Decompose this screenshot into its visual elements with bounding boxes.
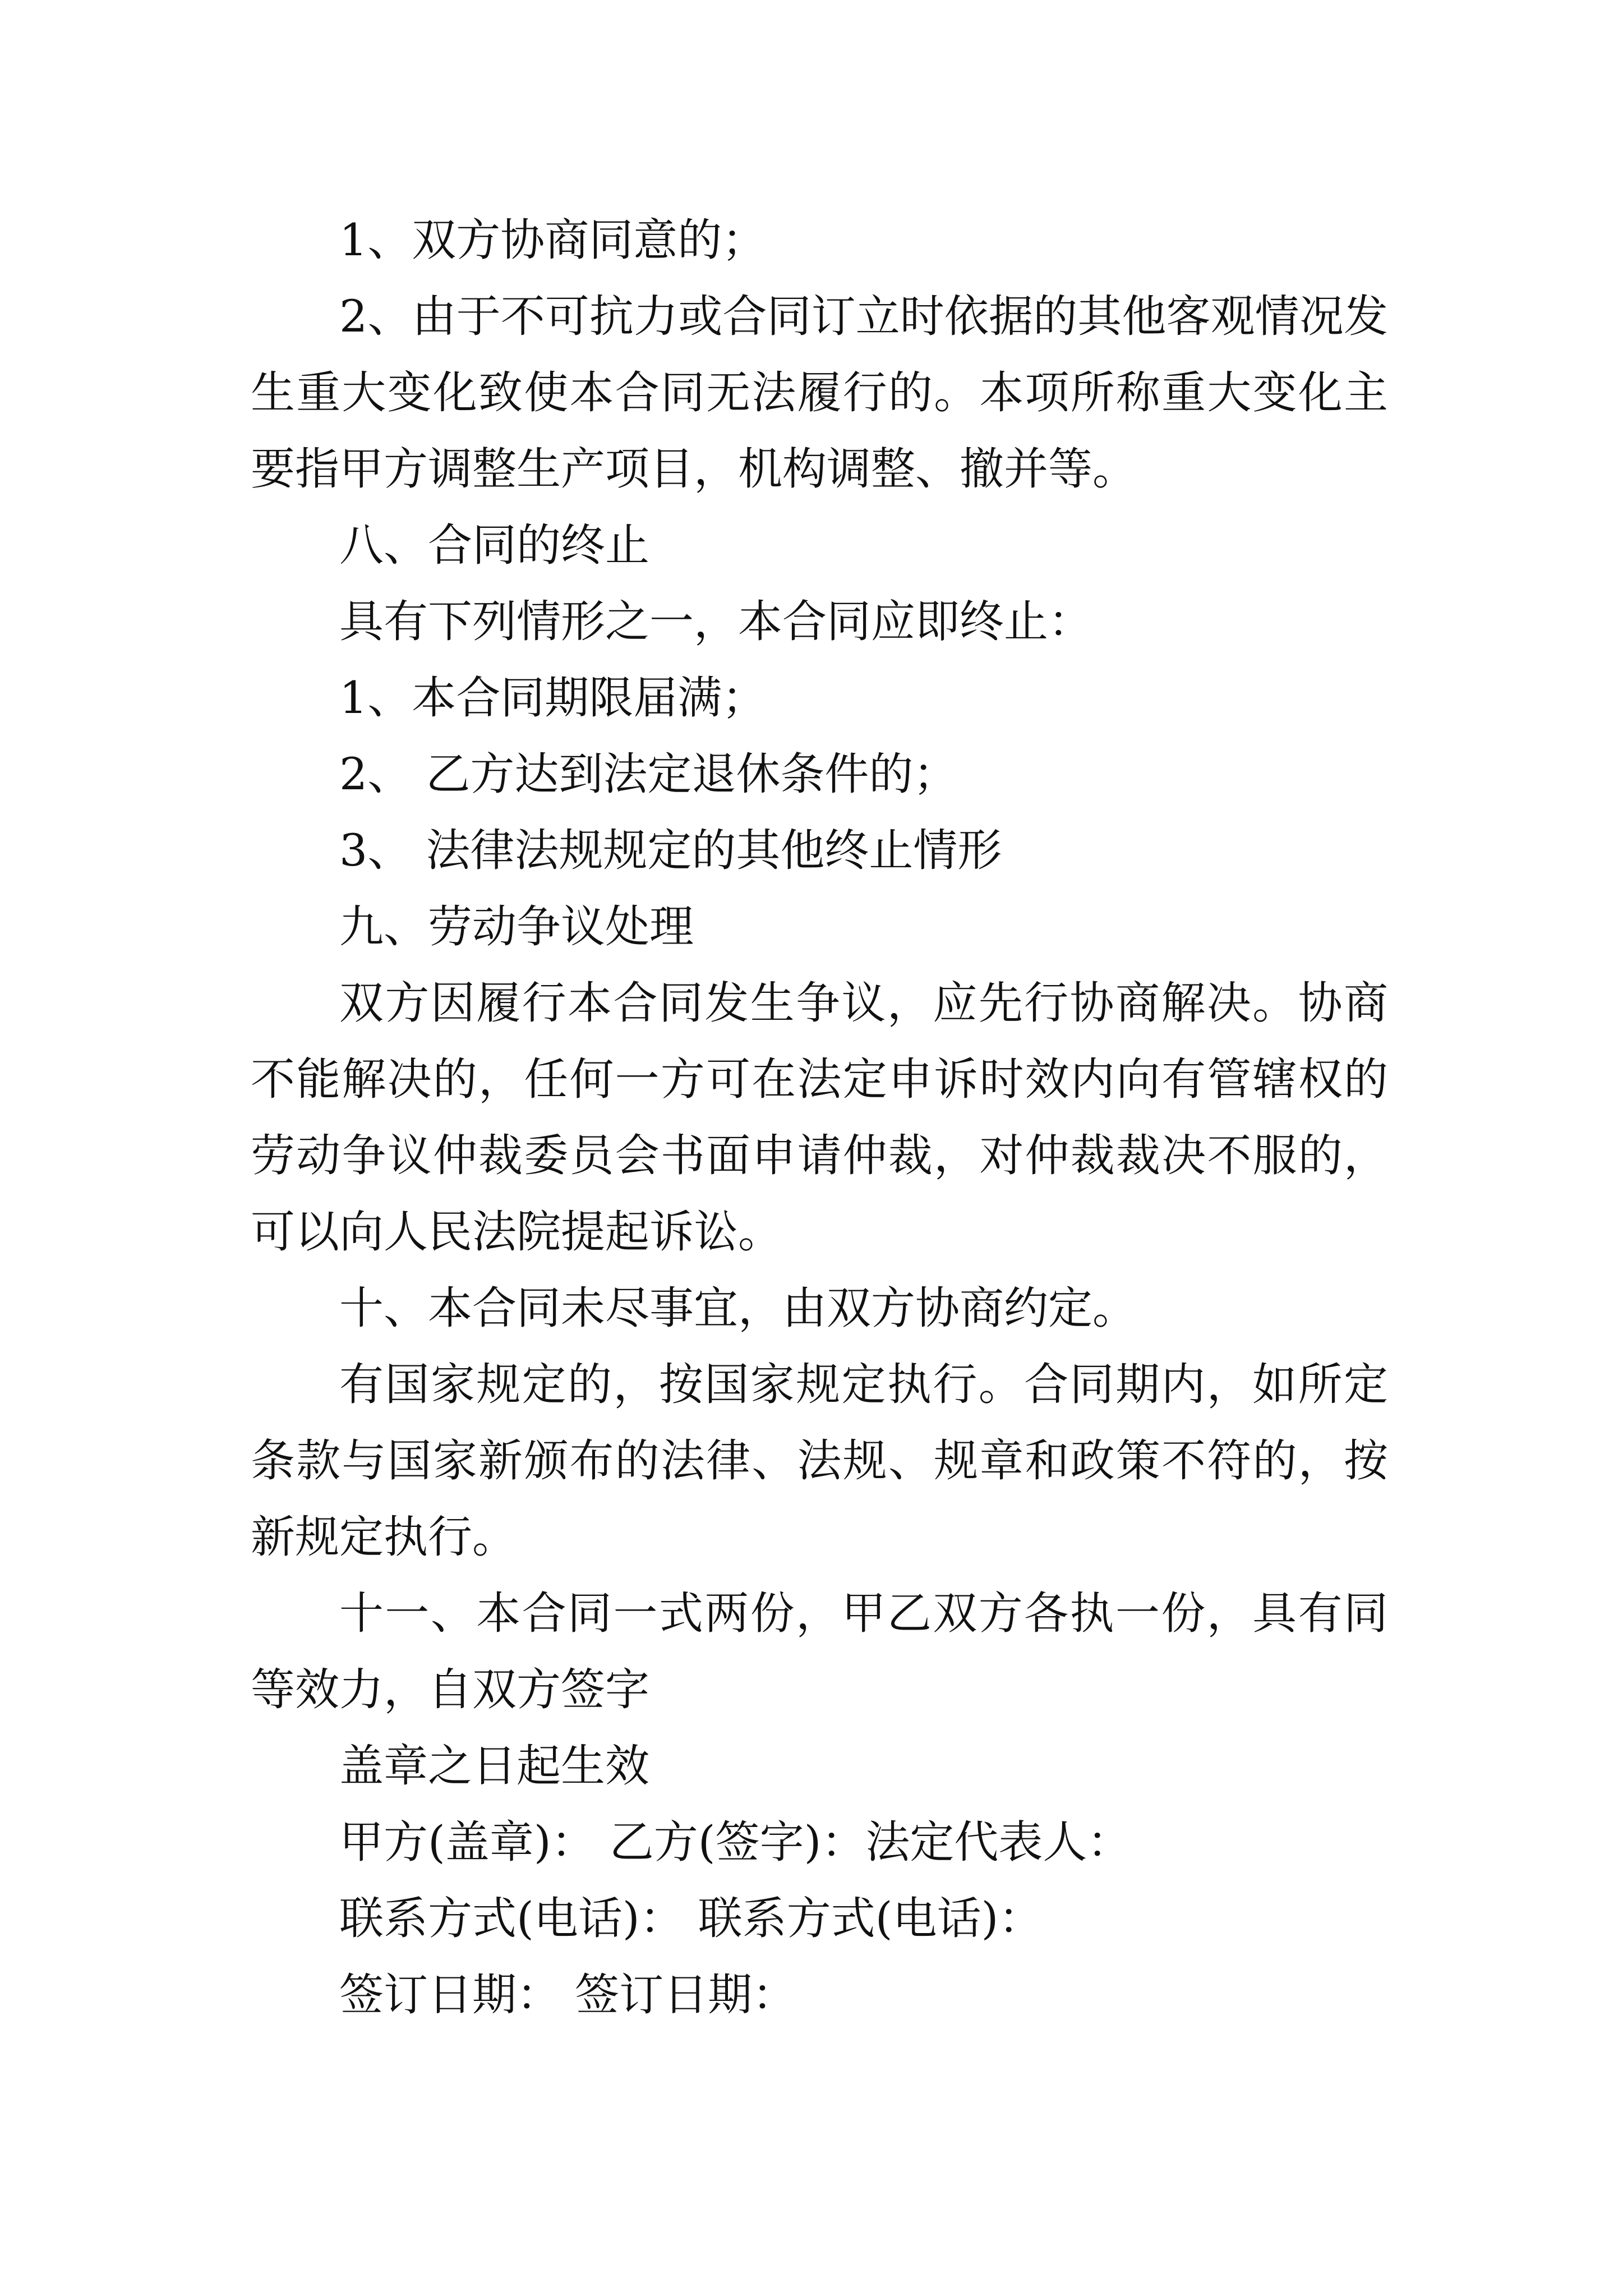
dispute-paragraph: 双方因履行本合同发生争议，应先行协商解决。协商不能解决的，任何一方可在法定申诉时效内向有管辖权的劳动争议仲裁委员会书面申请仲裁，对仲裁裁决不服的，可以向人民法院提起诉讼。: [251, 977, 1388, 1258]
section-heading-misc: 十、本合同未尽事宜，由双方协商约定。: [339, 1282, 1137, 1334]
section-heading-copies: 十一、本合同一式两份，甲乙双方各执一份，具有同等效力，自双方签字: [251, 1588, 1388, 1715]
termination-item-1: 1、本合同期限届满；: [339, 672, 767, 724]
clause-item-1: 1、双方协商同意的；: [339, 214, 767, 266]
contact-line: 联系方式(电话)： 联系方式(电话)：: [339, 1893, 1043, 1944]
termination-item-3: 3、 法律法规规定的其他终止情形: [339, 825, 1002, 876]
termination-item-2: 2、 乙方达到法定退休条件的；: [339, 748, 958, 800]
signing-date-line: 签订日期： 签订日期：: [339, 1969, 797, 2021]
document-page: [251, 202, 1388, 2033]
section-heading-termination: 八、合同的终止: [339, 519, 649, 571]
national-rules-paragraph: 有国家规定的，按国家规定执行。合同期内，如所定条款与国家新颁布的法律、法规、规章和政策不符的，按新规定执行。: [251, 1359, 1388, 1563]
termination-intro: 具有下列情形之一，本合同应即终止：: [339, 596, 1092, 647]
signature-parties-line: 甲方(盖章)： 乙方(签字)：法定代表人：: [339, 1816, 1132, 1868]
section-heading-dispute: 九、劳动争议处理: [339, 901, 694, 953]
clause-item-2: 2、由于不可抗力或合同订立时依据的其他客观情况发生重大变化致使本合同无法履行的。本项所称重大变化主要指甲方调整生产项目，机构调整、撤并等。: [251, 291, 1388, 495]
effective-clause: 盖章之日起生效: [339, 1740, 649, 1792]
